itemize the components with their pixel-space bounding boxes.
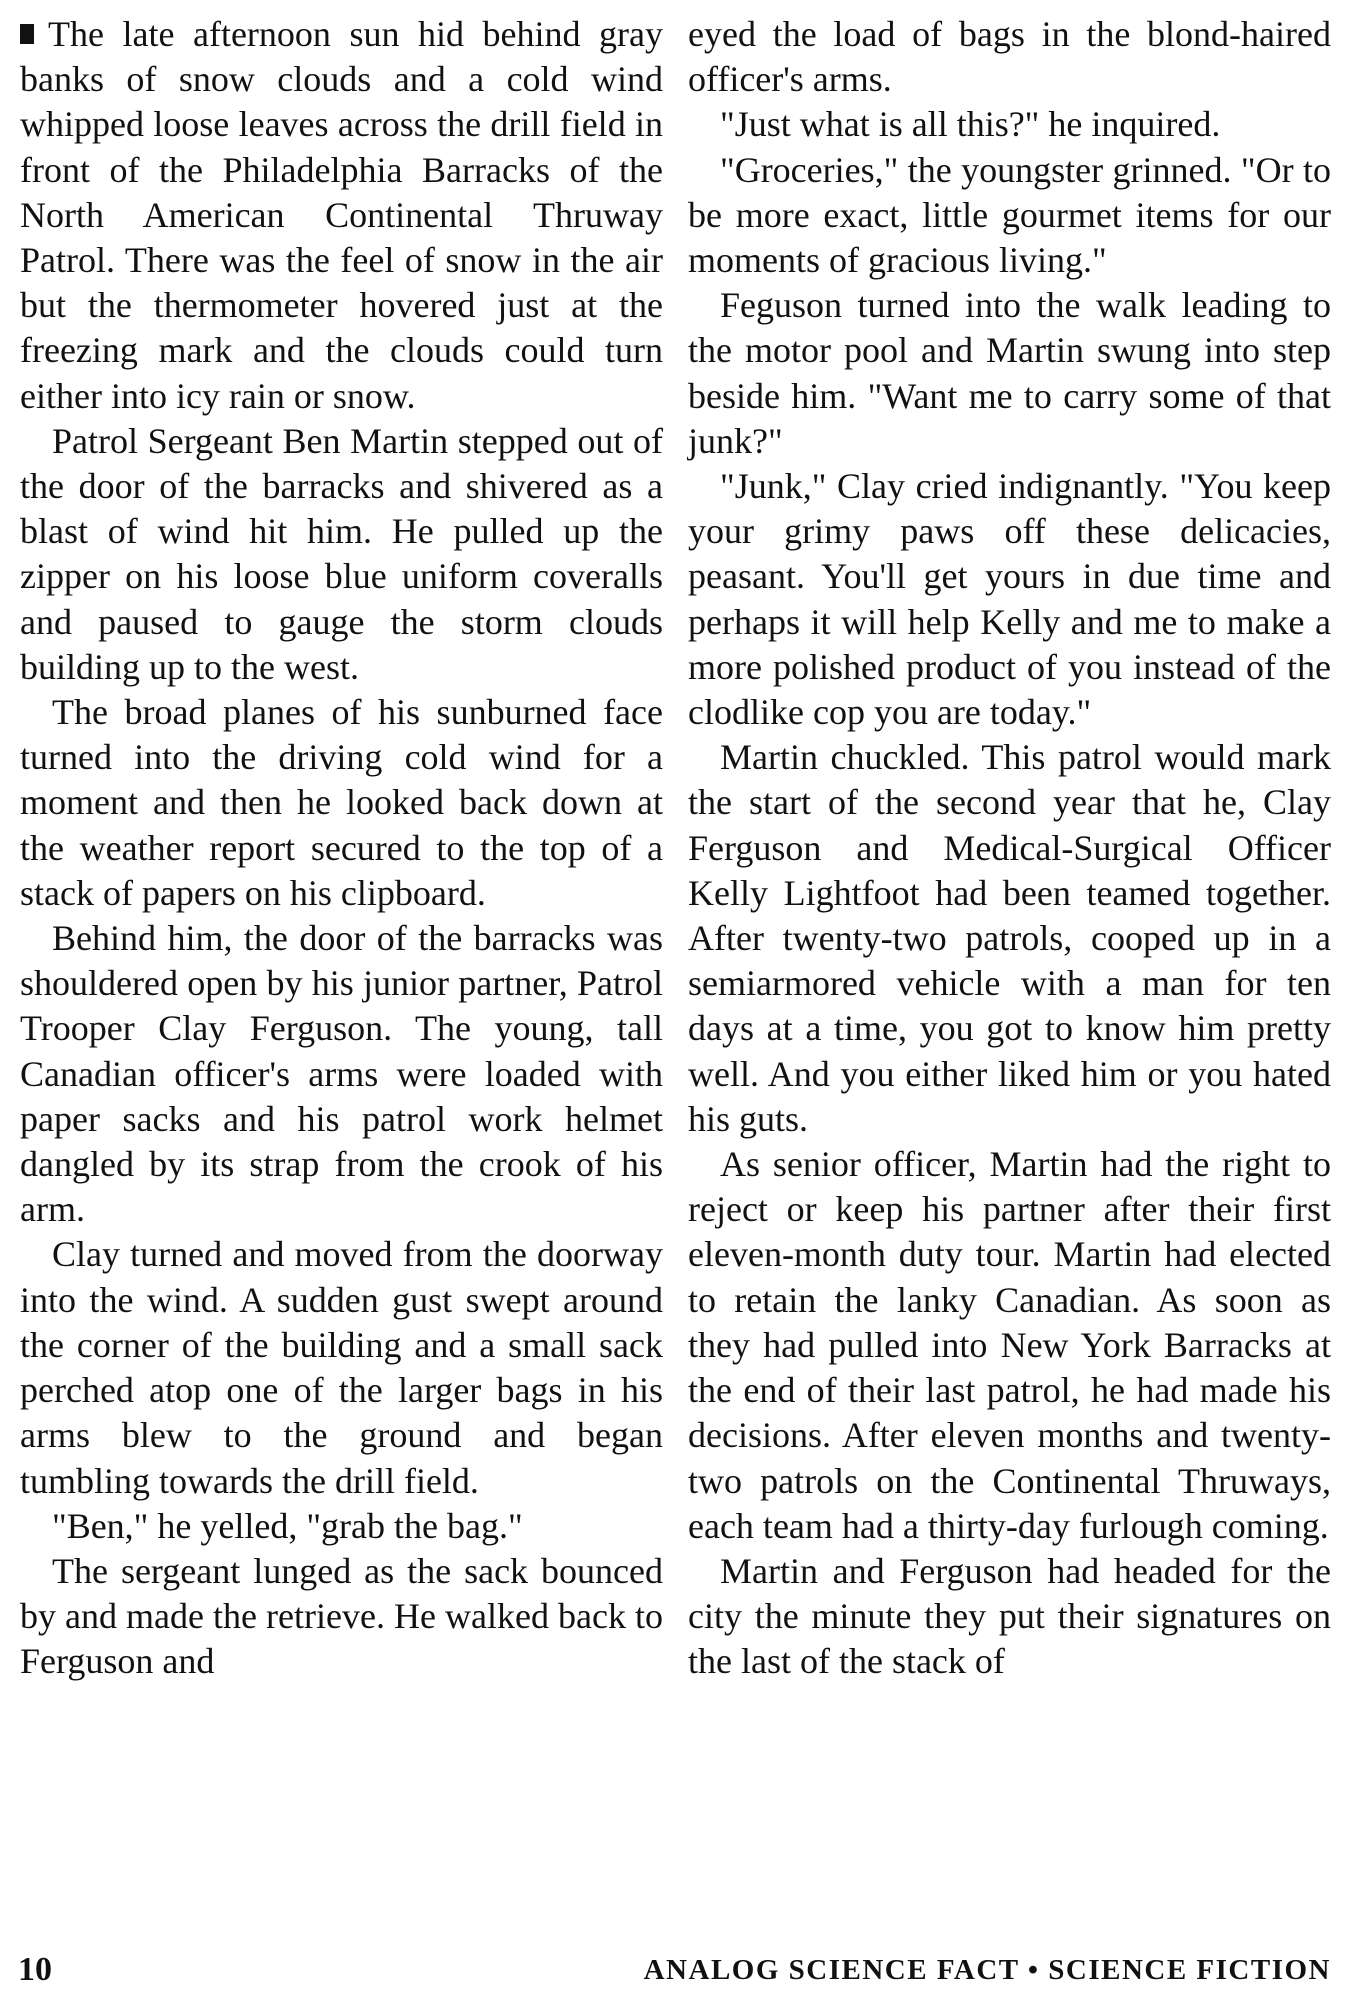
paragraph: "Ben," he yelled, "grab the bag." xyxy=(52,1505,523,1546)
running-head: ANALOG SCIENCE FACT • SCIENCE FICTION xyxy=(643,1954,1331,1986)
page-footer xyxy=(18,1948,1331,1992)
paragraph: Martin chuckled. This patrol would mark the start of the second year that he, Clay Ferguson and Medical-Surgical Officer Kelly Lightfoot had been teamed together. After twenty-two patrols, cooped up in a semiarmored vehicle with a man for ten days at a time, you got to know him pretty well. And you either liked him or you hated his guts. xyxy=(688,737,1331,1139)
paragraph-continued: eyed the load of bags in the blond-haired officer's arms. xyxy=(688,14,1331,100)
paragraph: As senior officer, Martin had the right to reject or keep his partner after their first eleven-month duty tour. Martin had elected to retain the lanky Canadian. As soon as they had pulled into New York Barracks at the end of their last patrol, he had made his decisions. After eleven months and twenty-two patrols on the Continental Thruways, each team had a thirty-day furlough coming. xyxy=(688,1144,1331,1546)
paragraph: The broad planes of his sunburned face turned into the driving cold wind for a moment and then he looked back down at the weather report secured to the top of a stack of papers on his clipboard. xyxy=(20,692,663,913)
paragraph: Patrol Sergeant Ben Martin stepped out of the door of the barracks and shivered as a blast of wind hit him. He pulled up the zipper on his loose blue uniform coveralls and paused to gauge the storm clouds building up to the west. xyxy=(20,420,663,687)
section-start-square-icon xyxy=(20,24,34,44)
paragraph: Clay turned and moved from the doorway into the wind. A sudden gust swept around the corner of the building and a small sack perched atop one of the larger bags in his arms blew to the ground and began tumbling towards the drill field. xyxy=(20,1234,663,1501)
text-column-right xyxy=(688,12,1331,1685)
paragraph: "Groceries," the youngster grinned. "Or to be more exact, little gourmet items for our moments of gracious living." xyxy=(688,149,1331,281)
paragraph: The late afternoon sun hid behind gray banks of snow clouds and a cold wind whipped loose leaves across the drill field in front of the Philadelphia Barracks of the North American Continental Thruway Patrol. There was the feel of snow in the air but the thermometer hovered just at the freezing mark and the clouds could turn either into icy rain or snow. xyxy=(20,14,663,416)
paragraph: "Just what is all this?" he inquired. xyxy=(720,104,1221,145)
paragraph: The sergeant lunged as the sack bounced by and made the retrieve. He walked back to Ferguson and xyxy=(20,1550,663,1682)
paragraph: "Junk," Clay cried indignantly. "You keep your grimy paws off these delicacies, peasant. You'll get yours in due time and perhaps it will help Kelly and me to make a more polished product of you instead of the clodlike cop you are today." xyxy=(688,466,1331,733)
page-number: 10 xyxy=(18,1951,52,1988)
paragraph: Martin and Ferguson had headed for the city the minute they put their signatures on the last of the stack of xyxy=(688,1550,1331,1682)
paragraph: Feguson turned into the walk leading to the motor pool and Martin swung into step beside him. "Want me to carry some of that junk?" xyxy=(688,285,1331,461)
text-column-left xyxy=(20,12,663,1685)
paragraph: Behind him, the door of the barracks was shouldered open by his junior partner, Patrol Trooper Clay Ferguson. The young, tall Canadian officer's arms were loaded with paper sacks and his patrol work helmet dangled by its strap from the crook of his arm. xyxy=(20,918,663,1230)
